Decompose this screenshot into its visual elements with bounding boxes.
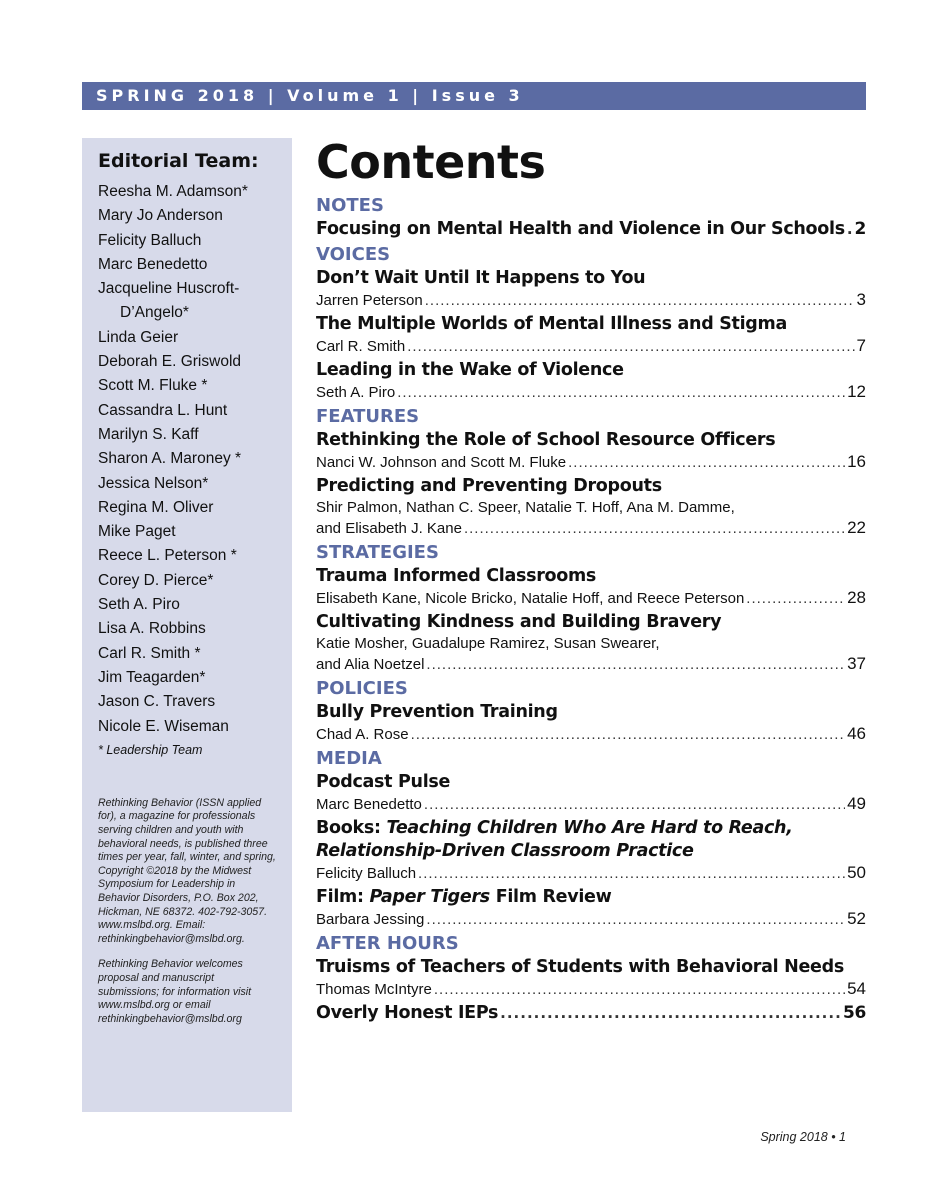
page-number: 37 (847, 654, 866, 673)
contents-title: Contents (316, 135, 546, 189)
toc-entry[interactable] (316, 771, 866, 815)
toc-entry-author-line (316, 979, 866, 1000)
page-number: 12 (847, 382, 866, 401)
page-number: 16 (847, 452, 866, 471)
toc-entry-title-cont (316, 840, 866, 863)
page-number: 54 (847, 979, 866, 998)
team-member: Jacqueline Huscroft- (98, 280, 240, 298)
toc-entry-title: Focusing on Mental Health and Violence in Our Schools (316, 219, 845, 239)
toc-entry-author-line (316, 654, 866, 675)
toc-entry-title: Truisms of Teachers of Students with Behavioral Needs (316, 957, 844, 977)
toc-entry-title: The Multiple Worlds of Mental Illness and Stigma (316, 314, 787, 334)
toc-entry-authors: Chad A. Rose (316, 726, 409, 743)
team-member: Reece L. Peterson * (98, 547, 237, 565)
toc-entry[interactable] (316, 1002, 866, 1025)
team-member: Jason C. Travers (98, 693, 216, 711)
team-member: Deborah E. Griswold (98, 353, 242, 371)
dot-leader (407, 337, 854, 357)
dot-leader (397, 383, 845, 403)
dot-leader (426, 655, 845, 675)
team-member: Regina M. Oliver (98, 498, 214, 516)
dot-leader (425, 291, 855, 311)
toc-entry-author-line (316, 909, 866, 930)
section-heading-strategies: STRATEGIES (316, 542, 439, 563)
team-member: Mike Paget (98, 523, 176, 541)
toc-entry[interactable] (316, 701, 866, 745)
page-number: 49 (847, 794, 866, 813)
dot-leader (746, 589, 845, 609)
section-heading-notes: NOTES (316, 195, 384, 216)
toc-entry-authors: Carl R. Smith (316, 338, 406, 355)
toc-entry-title: Overly Honest IEPs (316, 1003, 499, 1023)
dot-leader (568, 453, 845, 473)
toc-entry[interactable] (316, 313, 866, 357)
page-number: 7 (856, 336, 866, 355)
toc-entry-author-line (316, 794, 866, 815)
toc-entry[interactable] (316, 359, 866, 403)
dot-leader (411, 725, 846, 745)
toc-entry[interactable] (316, 565, 866, 609)
toc-entry-authors: Katie Mosher, Guadalupe Ramirez, Susan Swearer, (316, 635, 660, 652)
toc-entry-authors: Seth A. Piro (316, 384, 396, 401)
toc-entry[interactable] (316, 475, 866, 539)
page-number: 22 (847, 518, 866, 537)
dot-leader (500, 1002, 841, 1025)
toc-entry-title: Bully Prevention Training (316, 702, 558, 722)
leadership-team-note: * Leadership Team (98, 742, 203, 757)
toc-entry-author-line (316, 724, 866, 745)
toc-entry[interactable] (316, 267, 866, 311)
toc-entry-title (316, 817, 866, 840)
team-member: Linda Geier (98, 328, 179, 346)
film-title: Paper Tigers (369, 887, 490, 907)
toc-entry-title: Predicting and Preventing Dropouts (316, 476, 662, 496)
team-member: Marilyn S. Kaff (98, 425, 199, 443)
publication-statement: Rethinking Behavior (ISSN applied for), a magazine for professionals serving children and youth with behavioral needs, is published three times per year, fall, winter, and spring, Copyright ©2018 by the Midwest Symposium for Leadership in Behavior Disorders, P.O. Box 202, Hickman, NE 68372. 402-792-3057. www.mslbd.org. Email: rethinkingbehavior@mslbd.org. (98, 796, 276, 945)
toc-entry-authors: Marc Benedetto (316, 796, 422, 813)
toc-entry-authors: Shir Palmon, Nathan C. Speer, Natalie T. Hoff, Ana M. Damme, (316, 499, 735, 516)
page-number: 2 (854, 219, 866, 239)
toc-entry-title: Rethinking the Role of School Resource Officers (316, 430, 776, 450)
team-member: Jessica Nelson* (98, 474, 209, 492)
editorial-team-sidebar (82, 138, 292, 1112)
submission-statement: Rethinking Behavior welcomes proposal and manuscript submissions; for information visit www.mslbd.org or email rethinkingbehavior@mslbd.org (98, 958, 252, 1025)
toc-entry-title: Leading in the Wake of Violence (316, 360, 624, 380)
dot-leader (424, 795, 845, 815)
book-title-part-1: Teaching Children Who Are Hard to Reach, (386, 818, 793, 838)
toc-entry-title: Trauma Informed Classrooms (316, 566, 597, 586)
toc-entry[interactable] (316, 611, 866, 675)
team-member: Carl R. Smith * (98, 644, 201, 662)
section-heading-voices: VOICES (316, 244, 391, 265)
book-title-part-2: Relationship-Driven Classroom Practice (316, 841, 694, 861)
toc-entry-title-line (316, 218, 866, 241)
toc-entry[interactable] (316, 429, 866, 473)
title-prefix: Film: (316, 887, 370, 907)
toc-entry-title: Podcast Pulse (316, 772, 451, 792)
section-heading-policies: POLICIES (316, 678, 408, 699)
toc-entry-title: Don’t Wait Until It Happens to You (316, 268, 646, 288)
toc-entry-author-line (316, 382, 866, 403)
publication-info (98, 797, 276, 1027)
team-member: Mary Jo Anderson (98, 207, 223, 225)
toc-entry-authors: Thomas McIntyre (316, 981, 432, 998)
team-member: Nicole E. Wiseman (98, 717, 229, 735)
page-number: 50 (847, 863, 866, 882)
editorial-team-title: Editorial Team: (98, 150, 259, 172)
dot-leader (418, 864, 845, 884)
toc-entry-title: Cultivating Kindness and Building Bravery (316, 612, 722, 632)
team-member: D’Angelo* (120, 304, 189, 322)
page-number: 28 (847, 588, 866, 607)
section-heading-after-hours: AFTER HOURS (316, 933, 459, 954)
issue-header-band: SPRING 2018 | Volume 1 | Issue 3 (82, 82, 866, 110)
toc-entry-authors: Nanci W. Johnson and Scott M. Fluke (316, 454, 567, 471)
contents-main (316, 134, 866, 1027)
dot-leader (464, 519, 845, 539)
toc-entry-authors: and Alia Noetzel (316, 656, 425, 673)
team-member: Sharon A. Maroney * (98, 450, 242, 468)
toc-entry[interactable] (316, 218, 866, 241)
team-member: Seth A. Piro (98, 596, 180, 614)
toc-entry-authors: and Elisabeth J. Kane (316, 520, 462, 537)
toc-entry-author-line (316, 336, 866, 357)
team-member: Cassandra L. Hunt (98, 401, 228, 419)
toc-entry[interactable] (316, 886, 866, 930)
title-suffix: Film Review (489, 887, 612, 907)
page-number: 46 (847, 724, 866, 743)
toc-entry[interactable] (316, 956, 866, 1000)
dot-leader (426, 910, 845, 930)
section-heading-features: FEATURES (316, 406, 420, 427)
dot-leader (847, 218, 853, 241)
section-heading-media: MEDIA (316, 748, 382, 769)
team-member: Jim Teagarden* (98, 668, 206, 686)
toc-entry-title (316, 886, 866, 909)
toc-entry[interactable] (316, 817, 866, 884)
page-number: 56 (842, 1003, 866, 1023)
toc-entry-author-line (316, 518, 866, 539)
toc-entry-author-line (316, 588, 866, 609)
team-member: Scott M. Fluke * (98, 377, 208, 395)
toc-entry-author-line (316, 452, 866, 473)
dot-leader (434, 980, 845, 1000)
team-member: Corey D. Pierce* (98, 571, 214, 589)
toc-entry-author-line (316, 290, 866, 311)
toc-entry-authors: Jarren Peterson (316, 292, 423, 309)
title-prefix: Books: (316, 818, 387, 838)
team-member: Marc Benedetto (98, 255, 208, 273)
toc-entry-title-line (316, 1002, 866, 1025)
toc-entry-author-line (316, 863, 866, 884)
team-member: Lisa A. Robbins (98, 620, 206, 638)
page-number: 52 (847, 909, 866, 928)
toc-entry-authors: Elisabeth Kane, Nicole Bricko, Natalie Hoff, and Reece Peterson (316, 590, 745, 607)
team-member: Reesha M. Adamson* (98, 183, 248, 200)
editorial-team-list (98, 180, 292, 739)
page-number: 3 (856, 290, 866, 309)
team-member: Felicity Balluch (98, 231, 202, 249)
page-footer: Spring 2018 • 1 (760, 1130, 846, 1144)
toc-entry-authors: Felicity Balluch (316, 865, 417, 882)
toc-entry-authors: Barbara Jessing (316, 911, 425, 928)
